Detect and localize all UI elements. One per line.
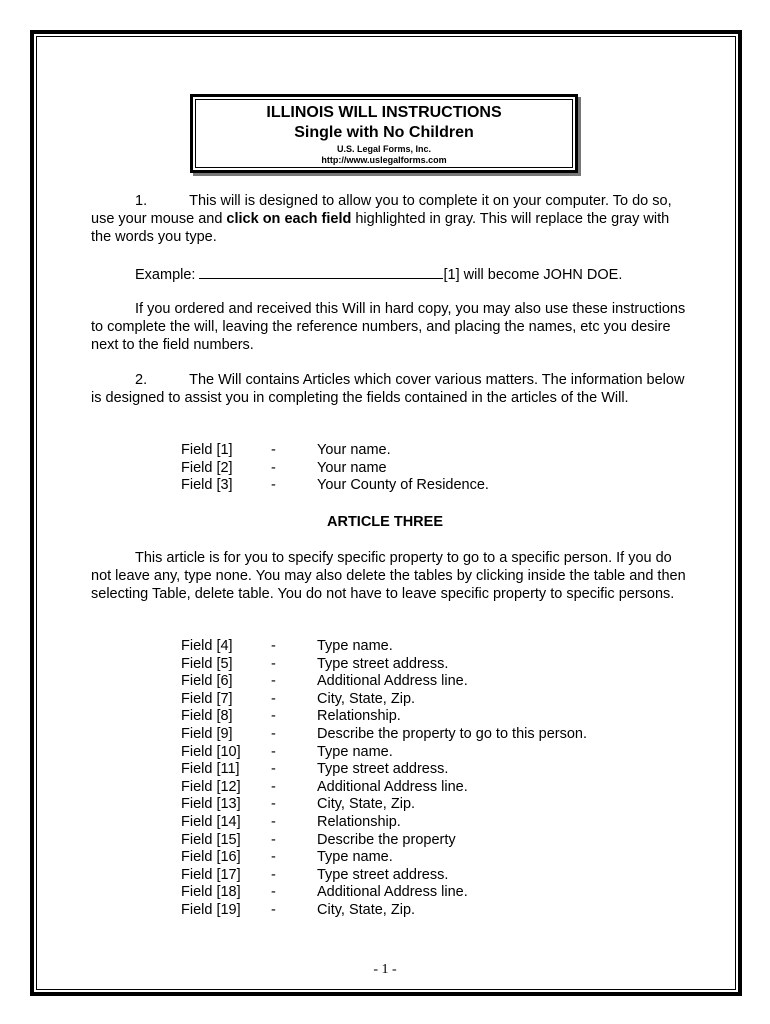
- field-label: Field [1]: [181, 442, 233, 458]
- field-dash: -: [271, 442, 276, 458]
- field-dash: -: [271, 690, 276, 707]
- field-label: Field [9]: [181, 725, 233, 742]
- field-description: Describe the property to go to this person.: [317, 725, 588, 742]
- field-description: Type name.: [317, 849, 393, 866]
- field-dash: -: [271, 655, 276, 672]
- field-dash: -: [271, 477, 276, 494]
- title-box: [190, 94, 578, 173]
- publisher-name: U.S. Legal Forms, Inc.: [336, 144, 432, 154]
- article-paragraph: This article is for you to specify specific property to go to a specific person. If you do not leave any, type none. You may also delete the tables by clicking inside the table and then selecting Table, delete table. You do not have to leave specific property to specific persons.: [91, 550, 686, 602]
- article-heading: ARTICLE THREE: [327, 514, 443, 530]
- field-label: Field [2]: [181, 459, 233, 476]
- field-dash: -: [271, 673, 276, 690]
- field-label: Field [10]: [181, 743, 241, 760]
- field-dash: -: [271, 796, 276, 813]
- paragraph-number: 1.: [135, 193, 148, 209]
- publisher-url: http://www.uslegalforms.com: [321, 155, 447, 165]
- field-label: Field [11]: [181, 761, 240, 778]
- example-label: Example:: [135, 267, 200, 283]
- field-description: City, State, Zip.: [317, 690, 416, 707]
- field-label: Field [3]: [181, 477, 233, 494]
- field-description: Type street address.: [317, 866, 449, 883]
- field-dash: -: [271, 638, 276, 654]
- field-label: Field [6]: [181, 673, 233, 690]
- field-label: Field [12]: [181, 778, 241, 795]
- hardcopy-paragraph: If you ordered and received this Will in hard copy, you may also use these instructions to complete the will, leaving the reference numbers, and placing the names, etc you desire next to the field numbers.: [91, 301, 686, 353]
- document-title: ILLINOIS WILL INSTRUCTIONS: [266, 104, 502, 121]
- field-dash: -: [271, 459, 276, 476]
- field-label: Field [8]: [181, 708, 233, 725]
- instruction-paragraph-1: [91, 192, 691, 246]
- field-label: Field [19]: [181, 901, 241, 918]
- page-number: - 1 -: [373, 962, 397, 977]
- example-line: [135, 264, 622, 284]
- field-dash: -: [271, 866, 276, 883]
- field-dash: -: [271, 813, 276, 830]
- field-dash: -: [271, 743, 276, 760]
- field-label: Field [14]: [181, 813, 241, 830]
- field-description: Your name: [317, 459, 387, 476]
- field-label: Field [18]: [181, 884, 241, 901]
- field-label: Field [16]: [181, 849, 241, 866]
- field-description: City, State, Zip.: [317, 901, 416, 918]
- field-description: Describe the property: [317, 831, 456, 848]
- field-description: Relationship.: [317, 813, 401, 830]
- field-description: Additional Address line.: [317, 778, 468, 795]
- field-label: Field [15]: [181, 831, 241, 848]
- paragraph-text-continued: highlighted in gray. This will replace the gray with the words you type.: [91, 211, 670, 245]
- field-label: Field [5]: [181, 655, 233, 672]
- paragraph-number: 2.: [135, 372, 148, 388]
- field-description: Type street address.: [317, 655, 449, 672]
- paragraph-text: This will is designed to allow you to complete it on your computer. To do so, use your mouse and: [91, 193, 672, 227]
- field-label: Field [13]: [181, 796, 241, 813]
- field-description: Your County of Residence.: [317, 477, 489, 494]
- document-subtitle: Single with No Children: [294, 124, 474, 141]
- field-description: Your name.: [317, 442, 391, 458]
- field-description: Type street address.: [317, 761, 449, 778]
- field-label: Field [7]: [181, 690, 233, 707]
- field-dash: -: [271, 778, 276, 795]
- field-dash: -: [271, 831, 276, 848]
- field-description: Type name.: [317, 638, 393, 654]
- paragraph-text: The Will contains Articles which cover various matters. The information below is designed to assist you in completing the fields contained in the articles of the Will.: [91, 372, 685, 406]
- field-description: City, State, Zip.: [317, 796, 416, 813]
- field-dash: -: [271, 901, 276, 918]
- field-dash: -: [271, 761, 276, 778]
- field-dash: -: [271, 884, 276, 901]
- field-description: Relationship.: [317, 708, 401, 725]
- field-dash: -: [271, 849, 276, 866]
- paragraph-bold-text: click on each field: [226, 211, 352, 227]
- example-result: [1] will become JOHN DOE.: [443, 267, 623, 283]
- field-description: Type name.: [317, 743, 393, 760]
- field-label: Field [17]: [181, 866, 241, 883]
- field-description: Additional Address line.: [317, 673, 468, 690]
- instruction-paragraph-2: [91, 371, 691, 407]
- example-blank: [199, 264, 443, 279]
- field-label: Field [4]: [181, 638, 233, 654]
- field-dash: -: [271, 725, 276, 742]
- field-description: Additional Address line.: [317, 884, 468, 901]
- field-dash: -: [271, 708, 276, 725]
